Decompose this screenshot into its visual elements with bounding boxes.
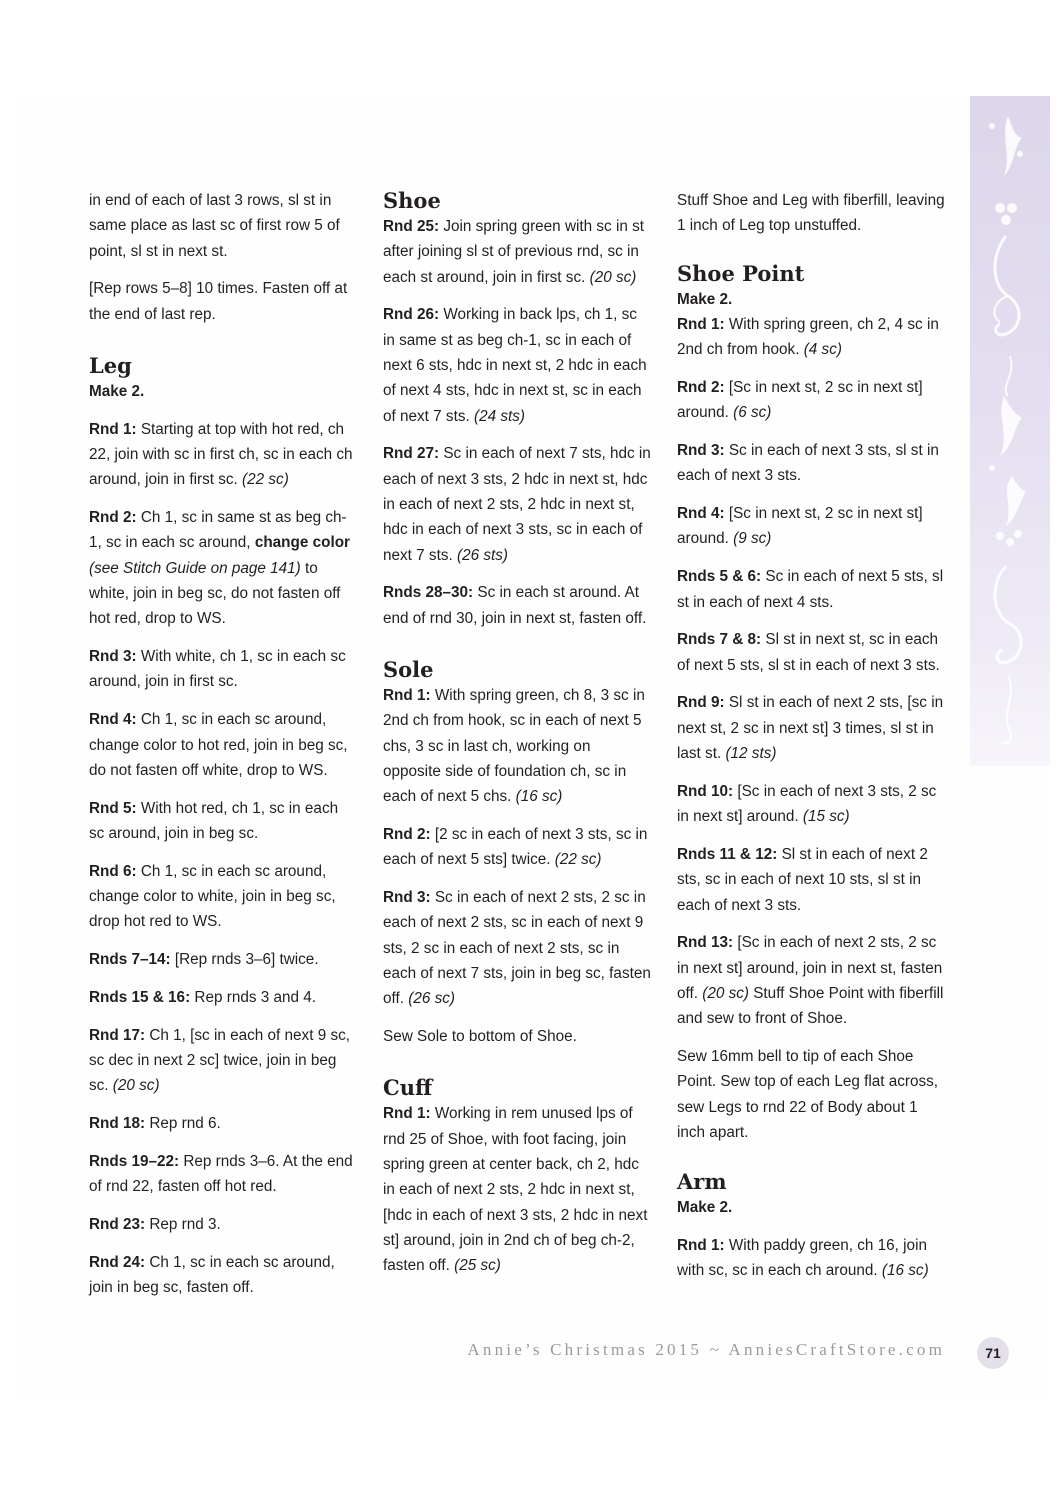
instruction-row: Rnd 3: With white, ch 1, sc in each sc around, join in first sc. bbox=[89, 648, 346, 691]
instruction-row: Rnd 1: With spring green, ch 2, 4 sc in 2nd ch from hook. (4 sc) bbox=[677, 315, 939, 359]
rep-rows-text: [Rep rows 5–8] 10 times. Fasten off at the end of last rep. bbox=[89, 280, 348, 323]
column-middle bbox=[383, 188, 651, 1291]
instruction-row: Rnd 5: With hot red, ch 1, sc in each sc around, join in beg sc. bbox=[89, 799, 339, 842]
instruction-row: Rnd 6: Ch 1, sc in each sc around, change color to white, join in beg sc, drop hot red to WS. bbox=[89, 862, 336, 931]
bell-text: Sew 16mm bell to tip of each Shoe Point. Sew top of each Leg flat across, sew Legs to rnd 22 of Body about 1 inch apart. bbox=[677, 1048, 939, 1141]
arm-heading: Arm bbox=[677, 1169, 727, 1195]
instruction-row: Rnds 5 & 6: Sc in each of next 5 sts, sl st in each of next 4 sts. bbox=[677, 568, 944, 611]
instruction-row: Rnd 1: Working in rem unused lps of rnd 25 of Shoe, with foot facing, join spring green at center back, ch 2, hdc in each of next 2 sts, 2 hdc in next st, [hdc in each of next 3 sts, 2 hdc in next st] around, join in 2nd ch of beg ch-2, fasten off. (25 sc) bbox=[383, 1105, 648, 1275]
sole-sew-text: Sew Sole to bottom of Shoe. bbox=[383, 1028, 577, 1046]
instruction-row: Rnd 18: Rep rnd 6. bbox=[89, 1115, 221, 1133]
stuff-text: Stuff Shoe and Leg with fiberfill, leaving 1 inch of Leg top unstuffed. bbox=[677, 192, 945, 235]
column-right bbox=[677, 188, 945, 1296]
instruction-row: Rnd 17: Ch 1, [sc in each of next 9 sc, sc dec in next 2 sc] twice, join in beg sc. (20 sc) bbox=[89, 1026, 351, 1095]
holly-scroll-ornament bbox=[970, 96, 1050, 766]
sole-heading: Sole bbox=[383, 656, 434, 682]
instruction-row: Rnd 9: Sl st in each of next 2 sts, [sc in next st, 2 sc in next st] 3 times, sl st in last st. (12 sts) bbox=[677, 694, 944, 763]
instruction-row: Rnds 11 & 12: Sl st in each of next 2 sts, sc in each of next 10 sts, sl st in each of next 3 sts. bbox=[677, 845, 928, 914]
instruction-row: Rnd 2: [Sc in next st, 2 sc in next st] around. (6 sc) bbox=[677, 378, 923, 422]
instruction-row: Rnd 24: Ch 1, sc in each sc around, join in beg sc, fasten off. bbox=[89, 1253, 335, 1297]
shoe-heading: Shoe bbox=[383, 188, 441, 213]
instruction-row: Rnd 4: Ch 1, sc in each sc around, change color to hot red, join in beg sc, do not fasten off white, drop to WS. bbox=[89, 711, 348, 779]
arm-make-count: Make 2. bbox=[677, 1199, 733, 1217]
instruction-row: Rnd 2: [2 sc in each of next 3 sts, sc in each of next 5 sts] twice. (22 sc) bbox=[383, 825, 648, 869]
instruction-row: Rnd 3: Sc in each of next 2 sts, 2 sc in each of next 2 sts, sc in each of next 9 sts, 2 sc in each of next 2 sts, sc in each of next 7 sts, join in beg sc, fasten off. (26 sc) bbox=[383, 889, 651, 1008]
instruction-row: Rnds 28–30: Sc in each st around. At end of rnd 30, join in next st, fasten off. bbox=[383, 584, 647, 627]
instruction-row: Rnd 4: [Sc in next st, 2 sc in next st] around. (9 sc) bbox=[677, 505, 923, 548]
instruction-row: Rnd 25: Join spring green with sc in st after joining sl st of previous rnd, sc in each st around, join in first sc. (20 sc) bbox=[383, 218, 644, 286]
instruction-row: Rnd 2: Ch 1, sc in same st as beg ch-1, sc in each sc around, change color (see Stitch Guide on page 141) to white, join in beg sc, do not fasten off hot red, drop to WS. bbox=[89, 509, 351, 628]
footer-publication-text: Annie’s Christmas 2015 ~ AnniesCraftStore.com bbox=[467, 1340, 945, 1359]
leg-heading: Leg bbox=[89, 352, 132, 378]
instruction-row: Rnd 1: With spring green, ch 8, 3 sc in 2nd ch from hook, sc in each of next 5 chs, 3 sc in last ch, working on opposite side of foundation ch, sc in each of next 5 chs. (16 sc) bbox=[383, 686, 645, 806]
shoe-point-make-count: Make 2. bbox=[677, 290, 733, 308]
instruction-row: Rnd 13: [Sc in each of next 2 sts, 2 sc in next st] around, join in next st, fasten off. (20 sc) Stuff Shoe Point with fiberfill and sew to front of Shoe. bbox=[677, 934, 944, 1028]
column-left bbox=[89, 188, 357, 1313]
instruction-row: Rnd 1: Starting at top with hot red, ch 22, join with sc in first ch, sc in each ch around, join in first sc. (22 sc) bbox=[89, 420, 353, 489]
instruction-row: Rnd 23: Rep rnd 3. bbox=[89, 1216, 221, 1233]
instruction-row: Rnds 7 & 8: Sl st in next st, sc in each of next 5 sts, sl st in each of next 3 sts. bbox=[677, 631, 940, 674]
decorative-ornament-strip bbox=[970, 96, 1050, 766]
shoe-point-heading: Shoe Point bbox=[677, 260, 805, 286]
leg-point-intro-text: in end of each of last 3 rows, sl st in same place as last sc of first row 5 of point, sl st in next st. bbox=[89, 192, 340, 260]
instruction-row: Rnd 1: With paddy green, ch 16, join with sc, sc in each ch around. (16 sc) bbox=[677, 1237, 929, 1280]
cuff-heading: Cuff bbox=[383, 1075, 433, 1101]
page-number-badge: 71 bbox=[977, 1337, 1009, 1369]
leg-make-count: Make 2. bbox=[89, 382, 145, 400]
instruction-row: Rnd 3: Sc in each of next 3 sts, sl st in each of next 3 sts. bbox=[677, 442, 939, 485]
instruction-row: Rnds 19–22: Rep rnds 3–6. At the end of rnd 22, fasten off hot red. bbox=[89, 1152, 353, 1196]
instruction-row: Rnds 7–14: [Rep rnds 3–6] twice. bbox=[89, 951, 319, 969]
instruction-row: Rnd 27: Sc in each of next 7 sts, hdc in each of next 3 sts, 2 hdc in next st, hdc in each of next 2 sts, 2 hdc in next st, hdc in each of next 3 sts, sc in each of next 7 sts. (26 sts) bbox=[383, 445, 651, 564]
instruction-row: Rnd 26: Working in back lps, ch 1, sc in same st as beg ch-1, sc in each of next 6 sts, hdc in next st, 2 hdc in each of next 4 sts, hdc in next st, sc in each of next 7 sts. (24 sts) bbox=[383, 306, 647, 425]
instruction-row: Rnd 10: [Sc in each of next 3 sts, 2 sc in next st] around. (15 sc) bbox=[677, 782, 937, 826]
instruction-row: Rnds 15 & 16: Rep rnds 3 and 4. bbox=[89, 988, 317, 1006]
